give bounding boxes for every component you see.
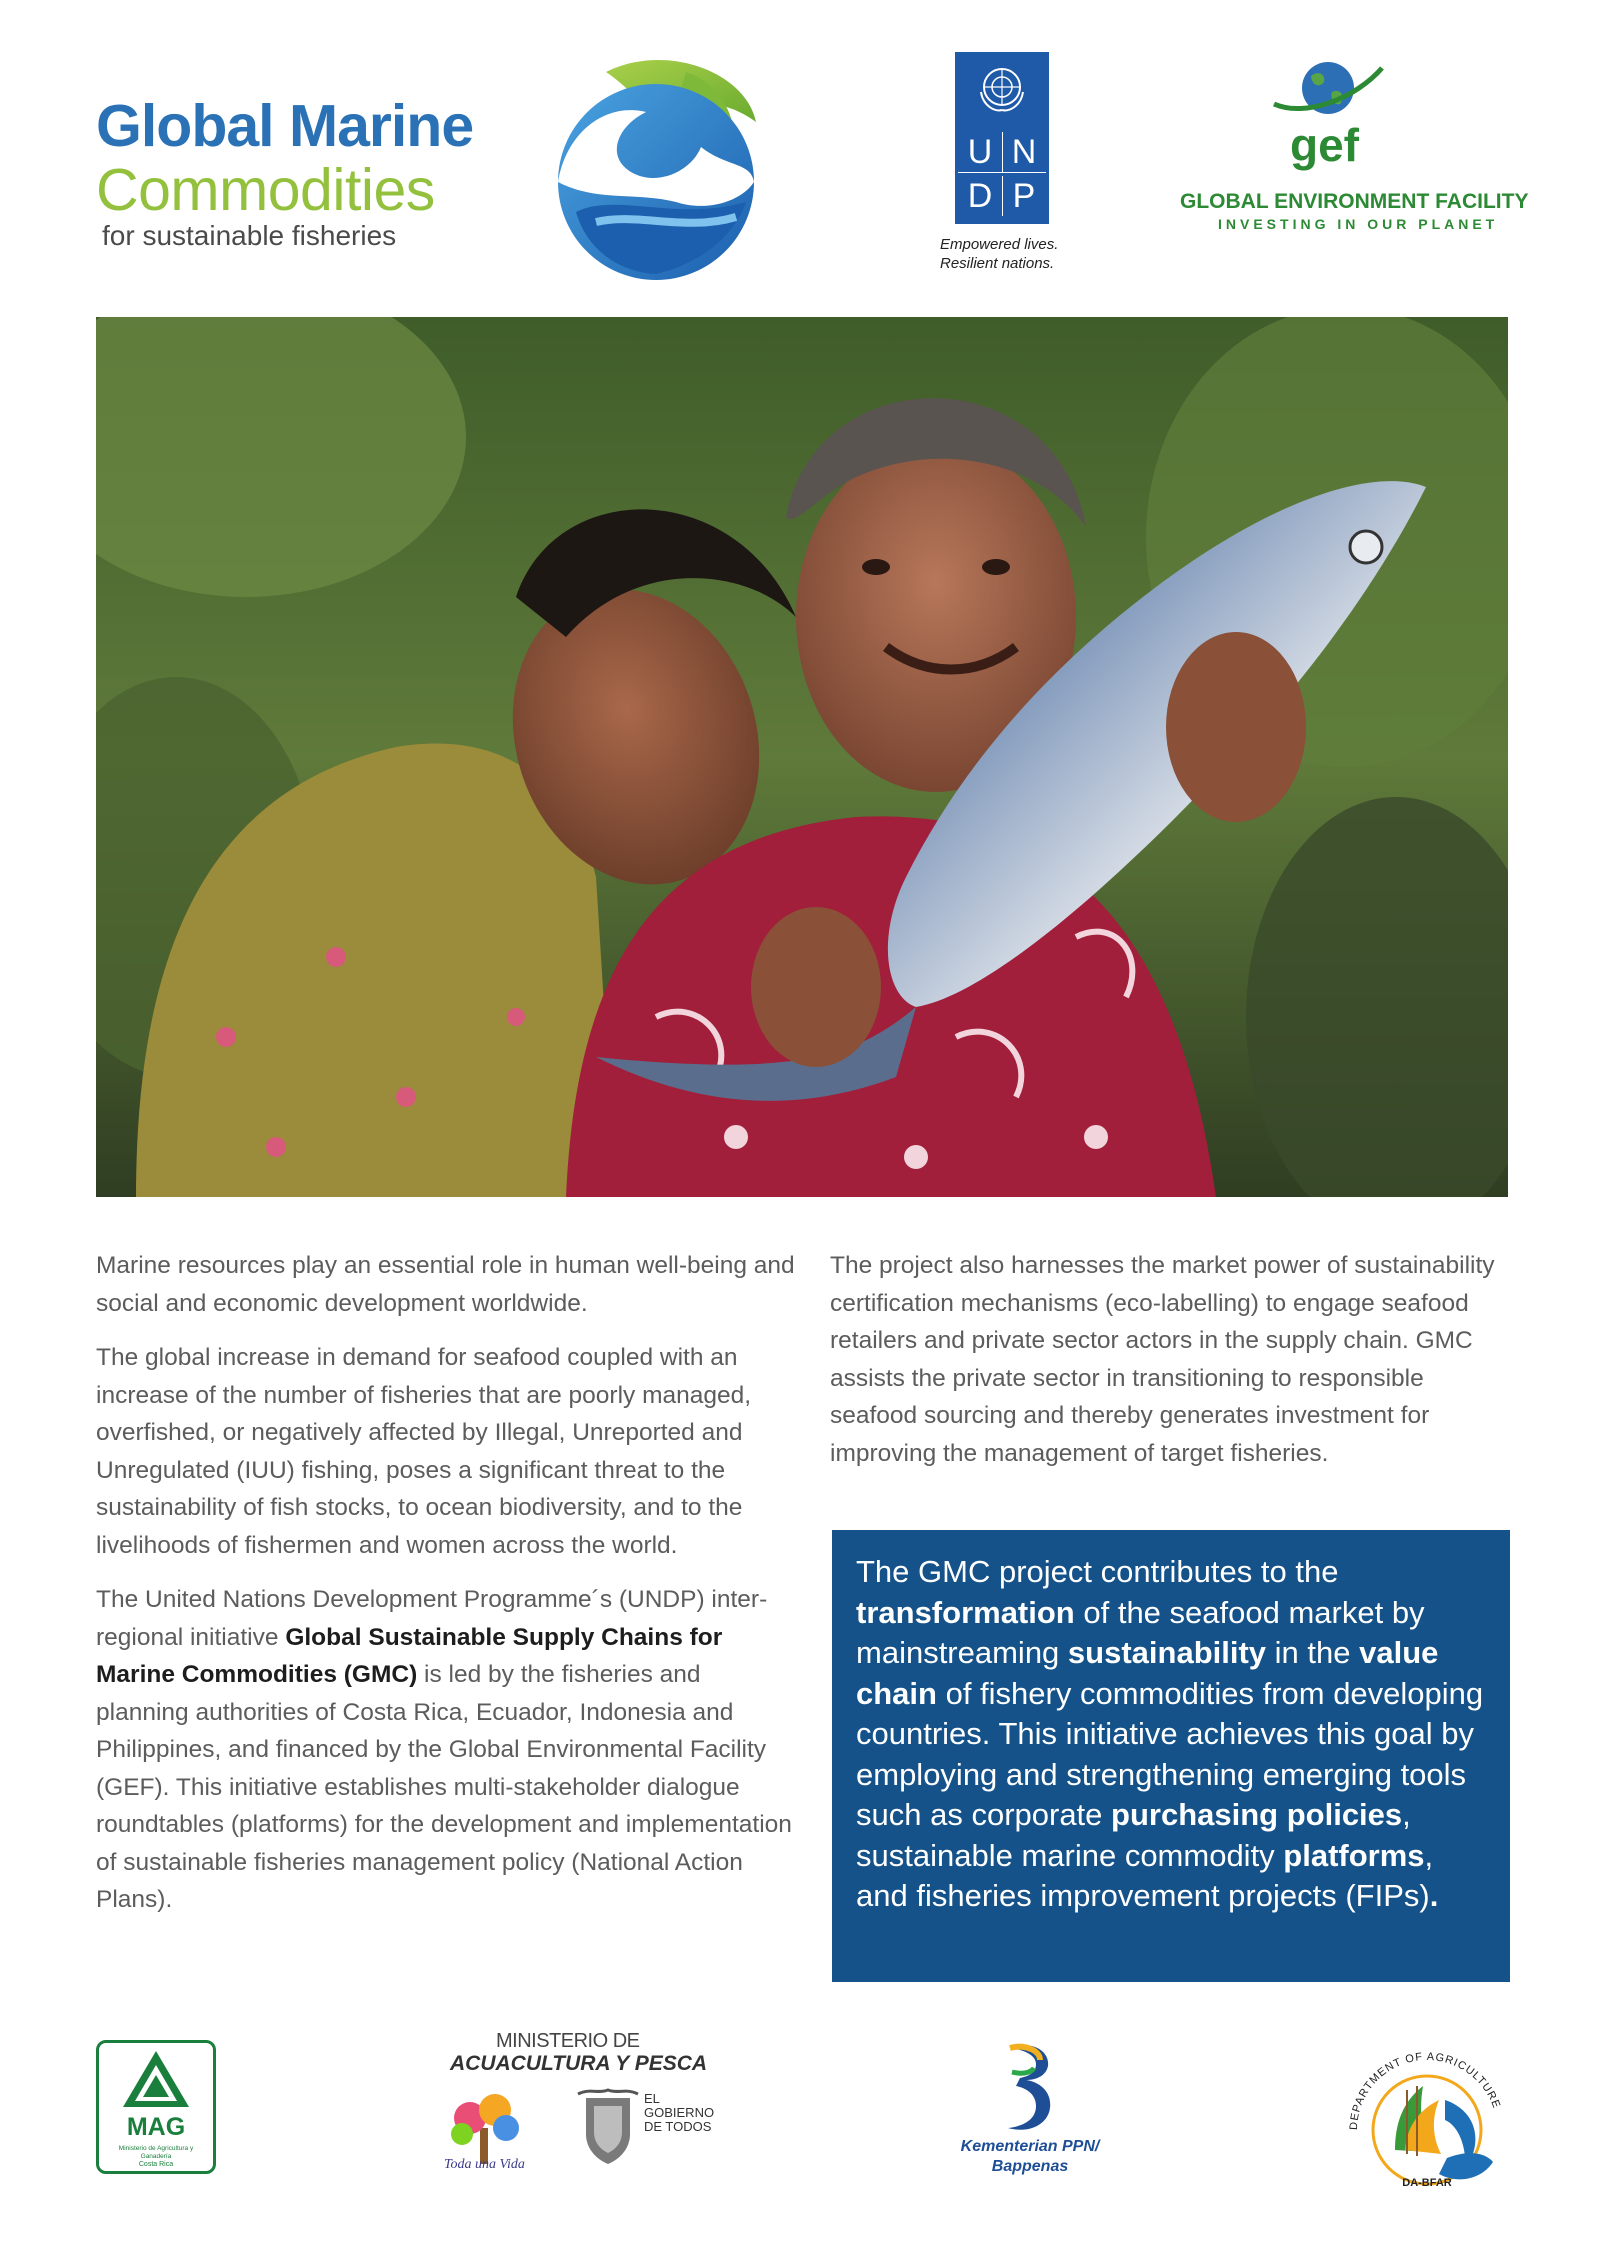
callout-t4: of fishery commodities from developing countries. This initiative achieves this goal by employing and strengthening emerging tools such as corporate — [856, 1675, 1484, 1832]
bappenas-logo — [955, 2040, 1105, 2185]
undp-letter-u: U — [958, 132, 1003, 173]
da-arc-text: DEPARTMENT OF AGRICULTURE — [1347, 2050, 1503, 2131]
ecuador-acuicultura-text: ACUACULTURA Y PESCA — [450, 2052, 708, 2075]
right-paragraph-1: The project also harnesses the market power of sustainability certification mechanisms (eco-labelling) to engage seafood retailers and private sector actors in the supply chain. GMC assists the private sector in transitioning to responsible seafood sourcing and thereby generates investment for improving the management of target fisheries. — [830, 1252, 1495, 1467]
callout-b3: value chain — [856, 1635, 1439, 1711]
left-p3-after: is led by the fisheries and planning authorities of Costa Rica, Ecuador, Indonesia and Philippines, and financed by the Global Environmental Facility (GEF). This initiative establishes multi-stakeholder dialogue roundtables (platforms) for the development and implementation of sustainable fisheries management policy (National Action Plans). — [96, 1661, 792, 1913]
hero-photo — [96, 317, 1508, 1197]
ecuador-ministerio-text: MINISTERIO DE — [496, 2030, 640, 2052]
callout-b4: purchasing policies — [1111, 1797, 1403, 1832]
un-emblem-icon — [977, 62, 1027, 112]
left-paragraph-1: Marine resources play an essential role in human well-being and social and economic development worldwide. — [96, 1252, 795, 1317]
undp-letter-d: D — [958, 176, 1003, 216]
toda-una-vida-tree-icon — [440, 2088, 530, 2172]
toda-una-vida-text: Toda una Vida — [444, 2157, 525, 2172]
gmc-subtitle: for sustainable fisheries — [102, 220, 397, 251]
undp-tagline-line2: Resilient nations. — [940, 255, 1055, 272]
undp-tagline-line1: Empowered lives. — [940, 236, 1059, 253]
callout-t2: of the seafood market by mainstreaming — [856, 1594, 1425, 1670]
mag-country: Costa Rica — [138, 2161, 174, 2168]
mag-triangle-icon — [121, 2049, 191, 2109]
left-paragraph-2: The global increase in demand for seafood coupled with an increase of the number of fisheries that are poorly managed, overfished, or negatively affected by Illegal, Unreported and Unregulated (IUU) fishing, poses a significant threat to the sustainability of fish stocks, to ocean biodiversity, and to the livelihoods of fishermen and women across the world. — [96, 1344, 752, 1559]
left-p3-before: The United Nations Development Programme´s (UNDP) inter-regional initiative — [96, 1586, 768, 1651]
callout-t3: in the — [1266, 1635, 1360, 1670]
callout-t5: , sustainable marine commodity — [856, 1797, 1411, 1873]
da-bfar-abbr: DA-BFAR — [1402, 2177, 1452, 2189]
body-right-column — [830, 1247, 1510, 1489]
callout-t1: The GMC project contributes to the — [856, 1554, 1339, 1589]
gef-logo — [1180, 58, 1529, 238]
left-paragraph-3 — [96, 1581, 796, 1919]
mag-name: MAG — [126, 2113, 186, 2141]
callout-b2: sustainability — [1067, 1635, 1267, 1670]
gef-tagline: INVESTING IN OUR PLANET — [1218, 216, 1499, 232]
callout-box — [832, 1530, 1510, 1982]
callout-b5: platforms — [1283, 1837, 1425, 1873]
ecuador-coat-of-arms-icon — [576, 2088, 640, 2168]
gmc-title-line1: Global Marine — [96, 93, 474, 159]
callout-t6: , and fisheries improvement projects (FIPs) — [856, 1837, 1434, 1913]
da-bfar-logo — [1335, 2030, 1520, 2190]
undp-box — [955, 52, 1049, 224]
ecuador-ministry-logo — [430, 2030, 720, 2180]
gef-wordmark: gef — [1290, 119, 1359, 171]
undp-letter-p: P — [1012, 177, 1036, 215]
el-gobierno-de-todos-text: EL GOBIERNO DE TODOS — [644, 2091, 715, 2134]
gmc-wave-leaf-icon — [536, 52, 776, 282]
callout-b1: transformation — [856, 1594, 1075, 1630]
left-p3-bold: Global Sustainable Supply Chains for Marine Commodities (GMC) — [96, 1623, 723, 1688]
mag-ministry: Ministerio de Agricultura y Ganadería — [118, 2145, 194, 2160]
gef-name: GLOBAL ENVIRONMENT FACILITY — [1180, 190, 1529, 213]
undp-logo — [940, 52, 1080, 282]
body-left-column — [96, 1247, 796, 1936]
callout-b6: . — [1429, 1878, 1439, 1913]
gmc-title-line2: Commodities — [96, 157, 435, 223]
bappenas-emblem-icon — [990, 2040, 1070, 2135]
bappenas-name-line2: Bappenas — [991, 2158, 1069, 2175]
bappenas-name-line1: Kementerian PPN/ — [960, 2138, 1100, 2155]
mag-logo — [96, 2040, 216, 2174]
undp-letter-n: N — [1002, 132, 1046, 173]
gmc-logo — [96, 52, 776, 282]
callout-text — [856, 1552, 1488, 1917]
